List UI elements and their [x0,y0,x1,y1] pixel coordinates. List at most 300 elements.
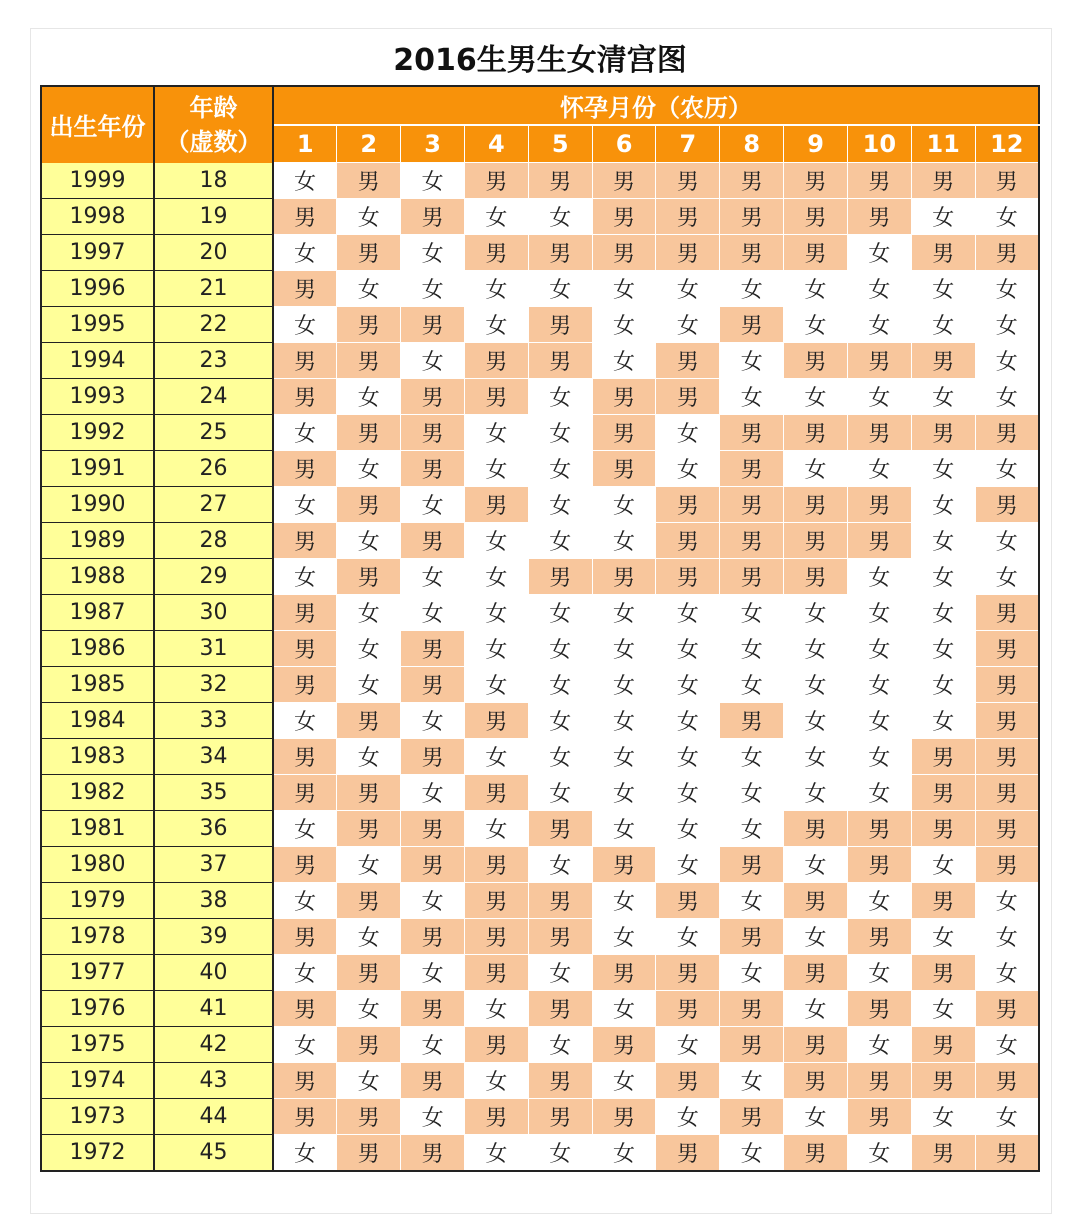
table-row [41,487,1039,523]
birth-year-cell: 1973 [41,1099,154,1135]
gender-cell: 女 [464,451,528,487]
gender-cell: 男 [592,235,656,271]
gender-cell: 女 [911,631,975,667]
gender-cell: 男 [528,307,592,343]
gender-cell: 女 [911,271,975,307]
birth-year-cell: 1976 [41,991,154,1027]
gender-cell: 女 [720,775,784,811]
gender-cell: 女 [464,199,528,235]
gender-cell: 女 [784,667,848,703]
gender-cell: 男 [592,451,656,487]
gender-cell: 男 [401,739,465,775]
gender-cell: 女 [273,1027,337,1063]
age-cell: 36 [154,811,273,847]
gender-cell: 女 [273,163,337,199]
gender-cell: 女 [401,487,465,523]
gender-cell: 男 [911,1135,975,1172]
birth-year-cell: 1981 [41,811,154,847]
gender-cell: 男 [464,847,528,883]
gender-cell: 男 [464,703,528,739]
gender-cell: 男 [337,559,401,595]
gender-cell: 男 [975,1063,1039,1099]
gender-cell: 女 [847,775,911,811]
gender-cell: 男 [528,811,592,847]
gender-cell: 女 [528,199,592,235]
gender-cell: 女 [847,1135,911,1172]
gender-cell: 男 [401,199,465,235]
gender-cell: 女 [464,415,528,451]
birth-year-cell: 1991 [41,451,154,487]
gender-cell: 男 [273,343,337,379]
birth-year-cell: 1996 [41,271,154,307]
gender-cell: 男 [464,883,528,919]
birth-year-cell: 1993 [41,379,154,415]
gender-cell: 女 [847,307,911,343]
gender-cell: 女 [464,1135,528,1172]
gender-cell: 女 [720,343,784,379]
gender-cell: 男 [464,919,528,955]
age-cell: 18 [154,163,273,199]
gender-cell: 男 [847,1099,911,1135]
gender-cell: 女 [337,379,401,415]
gender-cell: 男 [273,199,337,235]
gender-cell: 女 [464,271,528,307]
gender-cell: 女 [337,739,401,775]
gender-cell: 男 [847,1063,911,1099]
gender-cell: 女 [784,451,848,487]
gender-cell: 男 [847,847,911,883]
age-cell: 24 [154,379,273,415]
gender-cell: 女 [656,307,720,343]
age-cell: 38 [154,883,273,919]
gender-cell: 女 [592,343,656,379]
gender-cell: 女 [401,1027,465,1063]
gender-cell: 女 [720,739,784,775]
gender-cell: 男 [784,523,848,559]
gender-cell: 女 [592,523,656,559]
age-header [154,86,273,163]
gender-cell: 女 [656,703,720,739]
gender-cell: 男 [975,991,1039,1027]
gender-cell: 男 [720,703,784,739]
age-header-line2: （虚数） [165,127,262,156]
gender-cell: 女 [784,379,848,415]
gender-cell: 女 [464,559,528,595]
table-row [41,1063,1039,1099]
gender-cell: 男 [911,883,975,919]
age-cell: 42 [154,1027,273,1063]
gender-cell: 女 [401,271,465,307]
gender-cell: 男 [401,379,465,415]
gender-cell: 男 [720,199,784,235]
gender-cell: 女 [528,847,592,883]
age-cell: 28 [154,523,273,559]
gender-cell: 男 [273,847,337,883]
table-row [41,343,1039,379]
gender-cell: 男 [911,955,975,991]
table-row [41,1027,1039,1063]
gender-cell: 男 [592,847,656,883]
gender-cell: 男 [273,379,337,415]
gender-cell: 男 [847,811,911,847]
gender-cell: 女 [592,271,656,307]
gender-cell: 女 [656,595,720,631]
gender-cell: 男 [401,811,465,847]
gender-cell: 女 [528,415,592,451]
gender-cell: 男 [592,559,656,595]
gender-cell: 女 [273,235,337,271]
gender-cell: 男 [592,163,656,199]
age-cell: 30 [154,595,273,631]
gender-cell: 女 [784,703,848,739]
gender-cell: 男 [784,955,848,991]
gender-cell: 男 [911,235,975,271]
gender-cell: 男 [273,667,337,703]
gender-cell: 女 [847,631,911,667]
gender-cell: 男 [592,1099,656,1135]
gender-cell: 男 [911,1027,975,1063]
gender-cell: 女 [975,919,1039,955]
gender-cell: 男 [720,487,784,523]
age-cell: 39 [154,919,273,955]
gender-cell: 女 [464,991,528,1027]
gender-cell: 女 [464,307,528,343]
gender-cell: 男 [401,1135,465,1172]
gender-cell: 男 [273,1063,337,1099]
gender-cell: 女 [847,379,911,415]
age-cell: 40 [154,955,273,991]
gender-cell: 男 [720,163,784,199]
gender-cell: 女 [273,415,337,451]
gender-cell: 女 [975,343,1039,379]
birth-year-cell: 1997 [41,235,154,271]
gender-cell: 女 [273,955,337,991]
age-cell: 45 [154,1135,273,1172]
gender-cell: 男 [720,451,784,487]
gender-cell: 女 [720,883,784,919]
gender-cell: 男 [784,1063,848,1099]
gender-cell: 男 [656,559,720,595]
age-cell: 29 [154,559,273,595]
gender-cell: 女 [911,919,975,955]
gender-cell: 女 [975,955,1039,991]
table-row [41,955,1039,991]
gender-cell: 男 [656,1063,720,1099]
gender-cell: 男 [337,235,401,271]
gender-cell: 男 [464,379,528,415]
gender-cell: 女 [401,595,465,631]
gender-cell: 男 [975,595,1039,631]
gender-cell: 女 [528,667,592,703]
gender-cell: 男 [847,163,911,199]
gender-cell: 女 [784,271,848,307]
gender-cell: 女 [528,451,592,487]
gender-cell: 女 [911,523,975,559]
gender-cell: 女 [528,775,592,811]
gender-cell: 男 [464,955,528,991]
month-header-11: 11 [911,125,975,163]
gender-cell: 男 [975,415,1039,451]
birth-year-header [41,86,154,163]
month-header-6: 6 [592,125,656,163]
gender-cell: 女 [273,307,337,343]
gender-cell: 女 [847,595,911,631]
age-cell: 32 [154,667,273,703]
gender-cell: 男 [784,163,848,199]
gender-cell: 男 [720,235,784,271]
birth-year-cell: 1994 [41,343,154,379]
gender-cell: 男 [337,307,401,343]
gender-cell: 女 [401,1099,465,1135]
gender-cell: 男 [720,1099,784,1135]
gender-cell: 男 [720,919,784,955]
age-cell: 35 [154,775,273,811]
gender-cell: 女 [528,739,592,775]
gender-cell: 男 [337,811,401,847]
gender-cell: 男 [656,487,720,523]
gender-cell: 男 [273,271,337,307]
gender-cell: 男 [401,523,465,559]
table-row [41,271,1039,307]
gender-cell: 女 [656,667,720,703]
gender-cell: 男 [528,163,592,199]
gender-cell: 女 [656,919,720,955]
gender-cell: 男 [337,163,401,199]
gender-cell: 男 [401,451,465,487]
gender-cell: 女 [401,163,465,199]
gender-cell: 女 [464,811,528,847]
gender-cell: 女 [911,451,975,487]
gender-cell: 男 [847,343,911,379]
gender-cell: 女 [528,1027,592,1063]
gender-cell: 女 [337,667,401,703]
table-row [41,523,1039,559]
gender-cell: 男 [784,883,848,919]
gender-cell: 女 [337,523,401,559]
gender-cell: 男 [337,487,401,523]
birth-year-cell: 1987 [41,595,154,631]
gender-cell: 男 [847,415,911,451]
gender-cell: 男 [720,523,784,559]
gender-cell: 男 [784,199,848,235]
gender-cell: 女 [975,199,1039,235]
age-cell: 26 [154,451,273,487]
gender-cell: 女 [592,811,656,847]
gender-cell: 男 [784,343,848,379]
gender-cell: 女 [720,1063,784,1099]
month-group-header: 怀孕月份（农历） [273,86,1039,125]
gender-cell: 男 [975,487,1039,523]
gender-cell: 女 [592,667,656,703]
gender-cell: 男 [720,559,784,595]
gender-cell: 女 [911,1099,975,1135]
gender-cell: 男 [656,235,720,271]
gender-cell: 女 [592,487,656,523]
page-title: 2016生男生女清宫图 [393,43,687,78]
gender-cell: 男 [337,415,401,451]
gender-cell: 女 [464,739,528,775]
gender-cell: 男 [528,883,592,919]
gender-cell: 男 [337,1099,401,1135]
gender-cell: 男 [784,235,848,271]
gender-cell: 男 [975,667,1039,703]
gender-cell: 男 [975,811,1039,847]
age-cell: 22 [154,307,273,343]
gender-cell: 女 [528,595,592,631]
month-header-10: 10 [847,125,911,163]
gender-cell: 男 [720,1027,784,1063]
gender-cell: 女 [847,739,911,775]
gender-cell: 女 [975,559,1039,595]
gender-cell: 男 [656,883,720,919]
table-row [41,163,1039,199]
gender-cell: 男 [273,523,337,559]
gender-cell: 男 [401,919,465,955]
gender-cell: 男 [401,667,465,703]
gender-cell: 女 [464,631,528,667]
gender-cell: 男 [464,163,528,199]
table-row [41,415,1039,451]
gender-cell: 女 [847,271,911,307]
gender-cell: 男 [911,811,975,847]
gender-cell: 女 [720,1135,784,1172]
month-header-1: 1 [273,125,337,163]
gender-cell: 女 [656,631,720,667]
gender-cell: 女 [401,343,465,379]
month-header-4: 4 [464,125,528,163]
gender-cell: 女 [528,955,592,991]
gender-cell: 男 [337,1135,401,1172]
table-row [41,883,1039,919]
table-row [41,739,1039,775]
gender-cell: 男 [273,775,337,811]
gender-cell: 男 [784,1027,848,1063]
gender-cell: 男 [656,343,720,379]
birth-year-cell: 1992 [41,415,154,451]
month-header-8: 8 [720,125,784,163]
gender-cell: 女 [528,523,592,559]
gender-cell: 男 [273,595,337,631]
gender-cell: 男 [784,1135,848,1172]
gender-cell: 男 [975,1135,1039,1172]
table-row [41,199,1039,235]
gender-cell: 女 [784,631,848,667]
age-cell: 27 [154,487,273,523]
gender-cell: 女 [273,487,337,523]
gender-cell: 女 [975,379,1039,415]
gender-cell: 女 [592,631,656,667]
gender-cell: 男 [337,883,401,919]
gender-cell: 女 [273,703,337,739]
gender-cell: 男 [528,1099,592,1135]
gender-cell: 女 [911,991,975,1027]
gender-cell: 男 [656,379,720,415]
gender-cell: 男 [975,739,1039,775]
gender-cell: 女 [784,775,848,811]
gender-cell: 男 [656,163,720,199]
gender-cell: 女 [720,595,784,631]
gender-cell: 女 [273,559,337,595]
birth-year-cell: 1974 [41,1063,154,1099]
month-header-5: 5 [528,125,592,163]
gender-cell: 女 [337,595,401,631]
age-cell: 34 [154,739,273,775]
gender-cell: 女 [975,523,1039,559]
gender-cell: 男 [975,631,1039,667]
month-header-12: 12 [975,125,1039,163]
month-header-3: 3 [401,125,465,163]
gender-cell: 女 [401,955,465,991]
gender-cell: 女 [720,811,784,847]
gender-cell: 男 [720,307,784,343]
gender-cell: 女 [464,523,528,559]
gender-cell: 男 [528,559,592,595]
gender-cell: 男 [337,703,401,739]
gender-cell: 女 [720,631,784,667]
gender-cell: 男 [847,487,911,523]
gender-cell: 男 [911,415,975,451]
gender-cell: 男 [464,343,528,379]
chart-body [41,163,1039,1172]
gender-cell: 女 [975,451,1039,487]
birth-year-cell: 1984 [41,703,154,739]
gender-cell: 男 [528,235,592,271]
gender-cell: 女 [337,199,401,235]
gender-cell: 女 [592,991,656,1027]
gender-cell: 女 [911,199,975,235]
gender-cell: 男 [911,1063,975,1099]
gender-cell: 女 [720,379,784,415]
age-cell: 25 [154,415,273,451]
gender-cell: 女 [337,991,401,1027]
birth-year-cell: 1979 [41,883,154,919]
gender-cell: 女 [528,703,592,739]
gender-cell: 男 [784,559,848,595]
gender-cell: 男 [592,379,656,415]
birth-year-cell: 1989 [41,523,154,559]
gender-cell: 女 [784,595,848,631]
gender-cell: 女 [975,1099,1039,1135]
gender-cell: 女 [592,307,656,343]
gender-chart-table [40,85,1040,1172]
birth-year-cell: 1988 [41,559,154,595]
birth-year-cell: 1982 [41,775,154,811]
gender-cell: 男 [784,487,848,523]
gender-cell: 女 [911,595,975,631]
gender-cell: 女 [528,1135,592,1172]
table-row [41,559,1039,595]
gender-cell: 女 [592,1063,656,1099]
gender-cell: 男 [528,919,592,955]
birth-year-cell: 1983 [41,739,154,775]
gender-cell: 男 [656,1135,720,1172]
gender-cell: 女 [273,1135,337,1172]
birth-year-cell: 1980 [41,847,154,883]
gender-cell: 女 [337,271,401,307]
gender-cell: 男 [337,1027,401,1063]
gender-cell: 男 [401,1063,465,1099]
gender-cell: 男 [911,739,975,775]
gender-cell: 女 [847,451,911,487]
gender-cell: 男 [656,523,720,559]
table-row [41,667,1039,703]
gender-cell: 男 [975,235,1039,271]
gender-cell: 男 [528,991,592,1027]
table-row [41,307,1039,343]
table-row [41,595,1039,631]
gender-cell: 女 [528,631,592,667]
gender-cell: 女 [337,451,401,487]
